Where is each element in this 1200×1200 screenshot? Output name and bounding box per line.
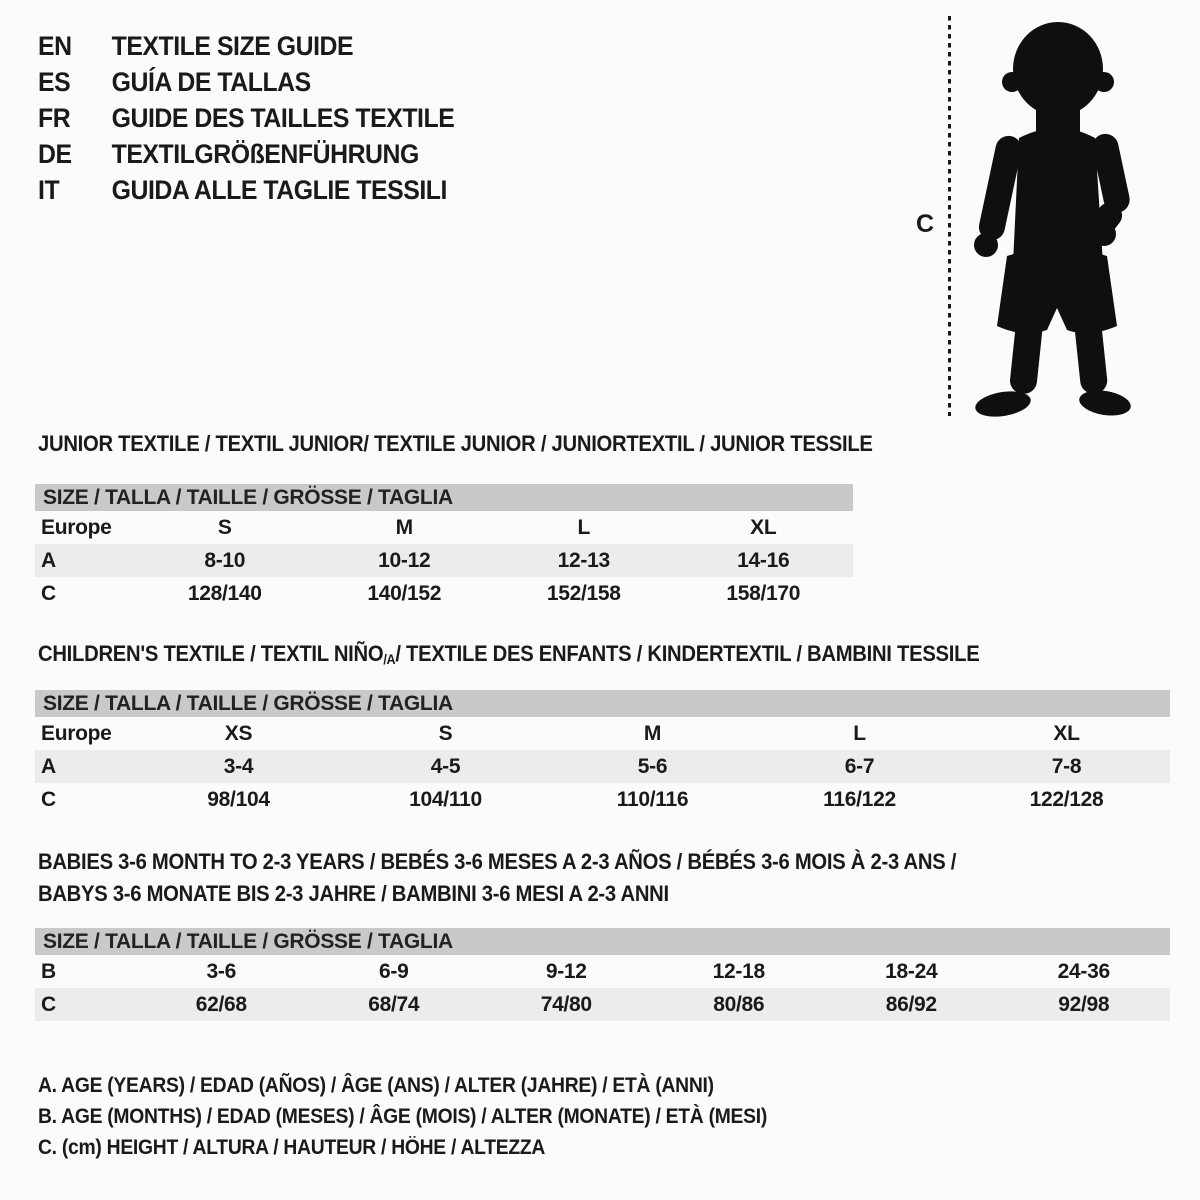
row-label: A — [41, 548, 56, 572]
language-row — [38, 100, 454, 136]
height-measure-dashed-line — [948, 16, 951, 416]
size-value-cell: 5-6 — [637, 754, 668, 778]
size-table-header-bar: SIZE / TALLA / TAILLE / GRÖSSE / TAGLIA — [35, 928, 1170, 955]
section-title-text: CHILDREN'S TEXTILE / TEXTIL NIÑO — [38, 641, 384, 666]
size-table-row — [35, 750, 1170, 783]
size-value-cell: XL — [750, 515, 777, 539]
section-title-line — [38, 638, 979, 670]
size-value-cell: XL — [1053, 721, 1080, 745]
size-value-cell: 4-5 — [430, 754, 461, 778]
size-value-cell: L — [577, 515, 591, 539]
language-row — [38, 172, 454, 208]
section-title-children — [38, 638, 1061, 670]
size-table-row — [35, 717, 1170, 750]
size-value-cell: M — [643, 721, 662, 745]
language-code: EN — [38, 30, 72, 61]
language-list — [38, 28, 491, 208]
section-title-line — [38, 846, 956, 878]
toddler-silhouette-icon — [955, 12, 1150, 425]
section-title-text: /A — [383, 652, 396, 667]
size-value-cell: 140/152 — [367, 581, 442, 605]
language-label: GUIDE DES TAILLES TEXTILE — [111, 102, 455, 133]
size-value-cell: 12-13 — [557, 548, 610, 572]
size-value-cell: S — [217, 515, 232, 539]
language-code: FR — [38, 102, 71, 133]
size-value-cell: 116/122 — [823, 787, 896, 811]
section-title-text: JUNIOR TEXTILE / TEXTIL JUNIOR/ TEXTILE JUNIOR / JUNIORTEXTIL / JUNIOR TESSILE — [38, 431, 873, 456]
section-title-text: BABYS 3-6 MONATE BIS 2-3 JAHRE / BAMBINI 3-6 MESI A 2-3 ANNI — [38, 881, 669, 906]
language-code: DE — [38, 138, 72, 169]
legend-note: C. (cm) HEIGHT / ALTURA / HAUTEUR / HÖHE / ALTEZZA — [38, 1135, 546, 1159]
size-value-cell: 104/110 — [409, 787, 482, 811]
size-table-babies — [35, 928, 1170, 1021]
size-value-cell: 98/104 — [207, 787, 270, 811]
size-value-cell: 158/170 — [726, 581, 801, 605]
size-table-row — [35, 783, 1170, 816]
row-label: C — [41, 787, 56, 811]
section-title-text: BABIES 3-6 MONTH TO 2-3 YEARS / BEBÉS 3-6 MESES A 2-3 AÑOS / BÉBÉS 3-6 MOIS À 2-3 ANS / — [38, 849, 957, 874]
row-label: Europe — [41, 515, 112, 539]
language-label: GUIDA ALLE TAGLIE TESSILI — [111, 174, 447, 205]
size-value-cell: 92/98 — [1058, 992, 1110, 1016]
section-title-line — [38, 878, 956, 910]
size-value-cell: 68/74 — [368, 992, 420, 1016]
size-table-junior — [35, 484, 853, 610]
language-label: TEXTILGRÖßENFÜHRUNG — [111, 138, 419, 169]
size-value-cell: 7-8 — [1051, 754, 1082, 778]
size-table-row — [35, 544, 853, 577]
measure-label-c: C — [916, 210, 935, 238]
size-table-header-bar: SIZE / TALLA / TAILLE / GRÖSSE / TAGLIA — [35, 484, 853, 511]
size-value-cell: 62/68 — [195, 992, 247, 1016]
size-table-row — [35, 988, 1170, 1021]
language-code: ES — [38, 66, 71, 97]
size-table-children — [35, 690, 1170, 816]
row-label: A — [41, 754, 56, 778]
size-table-row — [35, 955, 1170, 988]
size-value-cell: 80/86 — [713, 992, 765, 1016]
language-row — [38, 28, 454, 64]
size-value-cell: 152/158 — [546, 581, 621, 605]
size-value-cell: XS — [224, 721, 253, 745]
size-value-cell: 128/140 — [187, 581, 262, 605]
language-code: IT — [38, 174, 60, 205]
language-label: TEXTILE SIZE GUIDE — [111, 30, 354, 61]
size-table-header-bar: SIZE / TALLA / TAILLE / GRÖSSE / TAGLIA — [35, 690, 1170, 717]
language-label: GUÍA DE TALLAS — [111, 66, 311, 97]
size-value-cell: 6-7 — [844, 754, 875, 778]
size-table-row — [35, 577, 853, 610]
size-value-cell: 110/116 — [616, 787, 689, 811]
size-value-cell: 122/128 — [1029, 787, 1104, 811]
row-label: Europe — [41, 721, 112, 745]
size-value-cell: 6-9 — [379, 959, 409, 983]
language-row — [38, 64, 454, 100]
size-value-cell: 3-4 — [223, 754, 254, 778]
size-value-cell: 14-16 — [737, 548, 790, 572]
size-value-cell: 74/80 — [540, 992, 592, 1016]
section-title-line — [38, 428, 873, 460]
legend-notes — [38, 1070, 830, 1163]
size-value-cell: 8-10 — [204, 548, 246, 572]
size-value-cell: 9-12 — [545, 959, 587, 983]
size-value-cell: M — [395, 515, 413, 539]
legend-note: B. AGE (MONTHS) / EDAD (MESES) / ÂGE (MOIS) / ALTER (MONATE) / ETÀ (MESI) — [38, 1104, 768, 1128]
section-title-junior — [38, 428, 945, 460]
size-value-cell: 3-6 — [206, 959, 236, 983]
language-row — [38, 136, 454, 172]
size-value-cell: L — [853, 721, 866, 745]
size-value-cell: 86/92 — [885, 992, 937, 1016]
size-value-cell: 18-24 — [885, 959, 938, 983]
section-title-text: / TEXTILE DES ENFANTS / KINDERTEXTIL / BAMBINI TESSILE — [395, 641, 980, 666]
size-value-cell: 24-36 — [1057, 959, 1110, 983]
section-title-babies — [38, 846, 1036, 910]
size-value-cell: 10-12 — [378, 548, 431, 572]
size-value-cell: S — [438, 721, 453, 745]
size-value-cell: 12-18 — [712, 959, 765, 983]
size-table-row — [35, 511, 853, 544]
row-label: C — [41, 992, 56, 1016]
row-label: C — [41, 581, 56, 605]
row-label: B — [41, 959, 56, 983]
legend-note: A. AGE (YEARS) / EDAD (AÑOS) / ÂGE (ANS) / ALTER (JAHRE) / ETÀ (ANNI) — [38, 1073, 714, 1097]
